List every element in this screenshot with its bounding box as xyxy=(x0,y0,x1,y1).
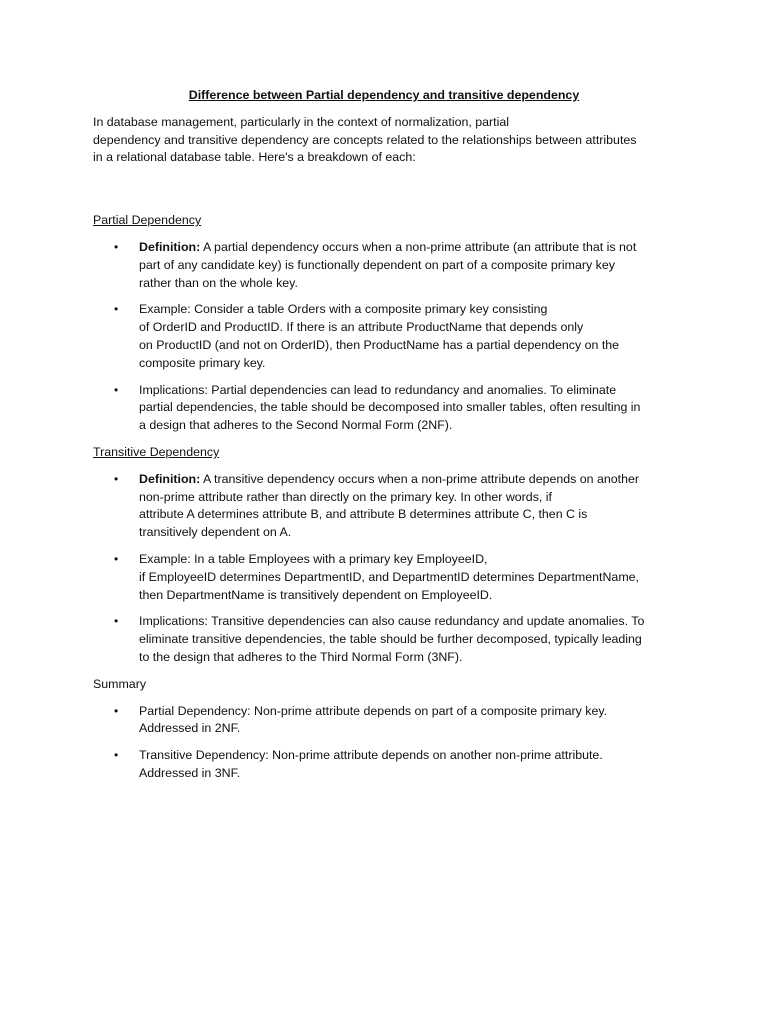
bullet-icon: • xyxy=(114,748,119,763)
list-item xyxy=(114,382,675,435)
list-item-text: attribute A determines attribute B, and attribute B determines attribute C, then C is xyxy=(139,507,588,522)
bullet-icon: • xyxy=(114,382,119,397)
list-item-text: Implications: Transitive dependencies can also cause redundancy and update anomalies. To xyxy=(139,614,645,629)
list-item-text: eliminate transitive dependencies, the table should be further decomposed, typically leading xyxy=(139,632,642,647)
bullet-icon: • xyxy=(114,614,119,629)
list-item-text: of OrderID and ProductID. If there is an attribute ProductName that depends only xyxy=(139,320,584,335)
intro-line: In database management, particularly in the context of normalization, partial xyxy=(93,114,510,129)
list-item-text: on ProductID (and not on OrderID), then ProductName has a partial dependency on the xyxy=(139,337,620,352)
list-item xyxy=(114,747,675,783)
list-item xyxy=(114,471,675,542)
blank-spacer xyxy=(93,176,675,212)
list-item-text: non-prime attribute rather than directly on the primary key. In other words, if xyxy=(139,489,552,504)
section-heading-transitive-dependency: Transitive Dependency xyxy=(93,444,220,459)
section-heading-partial-dependency: Partial Dependency xyxy=(93,213,202,228)
list-item xyxy=(114,551,675,604)
list-item xyxy=(114,239,675,292)
bullet-icon: • xyxy=(114,239,119,254)
bullet-icon: • xyxy=(114,551,119,566)
intro-line: in a relational database table. Here's a breakdown of each: xyxy=(93,150,416,165)
partial-dependency-list xyxy=(93,239,675,435)
bullet-icon: • xyxy=(114,471,119,486)
list-item-text: part of any candidate key) is functionally dependent on part of a composite primary key xyxy=(139,257,615,272)
definition-label: Definition: xyxy=(139,471,201,486)
list-item-text: A partial dependency occurs when a non-prime attribute (an attribute that is not xyxy=(200,239,637,254)
section-heading-summary: Summary xyxy=(93,676,147,691)
definition-label: Definition: xyxy=(139,239,201,254)
intro-paragraph xyxy=(93,114,675,167)
list-item-text: composite primary key. xyxy=(139,355,266,370)
document-title: Difference between Partial dependency and transitive dependency xyxy=(188,88,580,102)
list-item-text: Addressed in 2NF. xyxy=(139,721,241,736)
transitive-dependency-list xyxy=(93,471,675,667)
list-item-text: partial dependencies, the table should be decomposed into smaller tables, often resulting in xyxy=(139,400,641,415)
list-item-text: if EmployeeID determines DepartmentID, and DepartmentID determines DepartmentName, xyxy=(139,569,639,584)
list-item-text: Transitive Dependency: Non-prime attribute depends on another non-prime attribute. xyxy=(139,748,603,763)
summary-list xyxy=(93,703,675,783)
list-item-text: then DepartmentName is transitively dependent on EmployeeID. xyxy=(139,587,493,602)
bullet-icon: • xyxy=(114,703,119,718)
list-item-text: Example: In a table Employees with a primary key EmployeeID, xyxy=(139,551,488,566)
list-item-text: transitively dependent on A. xyxy=(139,525,292,540)
list-item xyxy=(114,703,675,739)
list-item-text: A transitive dependency occurs when a non-prime attribute depends on another xyxy=(200,471,640,486)
list-item-text: rather than on the whole key. xyxy=(139,275,298,290)
document-page xyxy=(93,87,675,792)
list-item xyxy=(114,613,675,666)
intro-line: dependency and transitive dependency are concepts related to the relationships between attributes xyxy=(93,132,637,147)
bullet-icon: • xyxy=(114,302,119,317)
list-item-text: Example: Consider a table Orders with a composite primary key consisting xyxy=(139,302,548,317)
list-item-text: Partial Dependency: Non-prime attribute depends on part of a composite primary key. xyxy=(139,703,608,718)
list-item-text: to the design that adheres to the Third Normal Form (3NF). xyxy=(139,649,463,664)
list-item xyxy=(114,301,675,372)
list-item-text: a design that adheres to the Second Normal Form (2NF). xyxy=(139,418,453,433)
list-item-text: Addressed in 3NF. xyxy=(139,765,241,780)
list-item-text: Implications: Partial dependencies can lead to redundancy and anomalies. To eliminate xyxy=(139,382,617,397)
